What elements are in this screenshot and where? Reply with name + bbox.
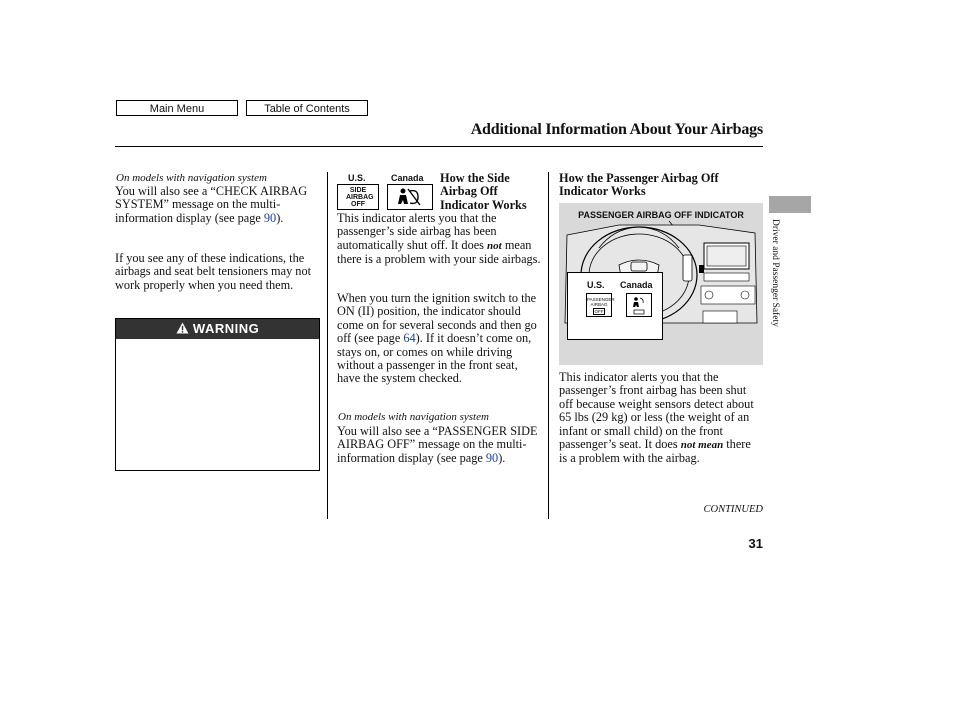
col2-para2-tail: ). If it doesn’t come on, stays on, or comes on while driving without a passenger in the front seat, have the system checked. xyxy=(337,331,532,386)
passenger-airbag-off-canada-icon xyxy=(626,293,652,317)
label-us-side: U.S. xyxy=(348,173,366,183)
side-airbag-off-canada-icon xyxy=(387,184,433,210)
col2-para1 xyxy=(337,212,542,267)
dashboard-figure xyxy=(559,203,763,365)
indicator-inset xyxy=(567,272,663,340)
col2-para2 xyxy=(337,292,542,386)
page-link-64[interactable]: 64 xyxy=(403,331,416,346)
col1-para1-tail: ). xyxy=(276,210,284,225)
label-canada-passenger: Canada xyxy=(620,280,653,290)
col1-para1 xyxy=(115,185,320,225)
column-divider-2 xyxy=(548,172,549,519)
passenger-icon-line-1: PASSENGER xyxy=(587,297,615,302)
page-link-90[interactable]: 90 xyxy=(263,210,277,225)
page-link-90-b[interactable]: 90 xyxy=(485,450,499,465)
warning-triangle-icon xyxy=(176,322,189,334)
col1-para2: If you see any of these indications, the airbags and seat belt tensioners may not work properly when you need them. xyxy=(115,251,312,292)
side-icon-line-1: SIDE xyxy=(349,187,367,194)
passenger-airbag-off-us-icon xyxy=(586,293,615,317)
col2-para3-tail: ). xyxy=(498,450,506,465)
section-side-label-text: Driver and Passenger Safety xyxy=(770,219,780,327)
main-menu-button[interactable]: Main Menu xyxy=(116,100,238,116)
title-rule xyxy=(115,146,763,147)
nav-system-note-2: On models with navigation system xyxy=(338,411,489,423)
column-divider-1 xyxy=(327,172,328,519)
passenger-icon-line-2: AIRBAG xyxy=(590,302,608,307)
nav-system-note-1: On models with navigation system xyxy=(116,172,267,184)
col2-para2-text: When you turn the ignition switch to the ON (II) position, the indicator should come on for several seconds and then go off (see page xyxy=(337,291,537,346)
continued-label: CONTINUED xyxy=(703,504,763,515)
warning-box xyxy=(115,318,320,471)
side-icon-line-3: OFF xyxy=(351,201,365,208)
passenger-icon-line-3: OFF xyxy=(594,309,604,314)
page-number: 31 xyxy=(748,536,763,551)
col3-para1 xyxy=(559,371,759,466)
col2-para3 xyxy=(337,425,544,465)
col2-para1-emphasis: not xyxy=(487,239,502,252)
label-us-passenger: U.S. xyxy=(587,280,605,290)
label-canada-side: Canada xyxy=(391,173,424,183)
page-title: Additional Information About Your Airbags xyxy=(470,121,763,138)
col1-para1-text: You will also see a “CHECK AIRBAG SYSTEM” message on the multi-information display (see page xyxy=(115,184,308,225)
side-airbag-heading: How the Side Airbag Off Indicator Works xyxy=(440,171,527,212)
col3-para1-tail: there is a problem with the airbag. xyxy=(559,437,751,466)
warning-header xyxy=(116,319,319,339)
passenger-airbag-heading: How the Passenger Airbag Off Indicator Works xyxy=(559,171,719,199)
col3-para1-text: This indicator alerts you that the passenger’s front airbag has been shut off because weight sensors detect about 65 lbs (29 kg) or less (the weight of an infant or small child) on the front passenger’s seat. It does xyxy=(559,370,754,452)
side-airbag-off-us-icon xyxy=(337,184,379,210)
side-icon-line-2: AIRBAG xyxy=(346,194,374,201)
figure-caption: PASSENGER AIRBAG OFF INDICATOR xyxy=(578,210,744,220)
warning-label: WARNING xyxy=(192,321,260,336)
section-side-tab[interactable] xyxy=(769,196,811,213)
table-of-contents-button[interactable]: Table of Contents xyxy=(246,100,368,116)
col2-para3-text: You will also see a “PASSENGER SIDE AIRBAG OFF” message on the multi-information display (see page xyxy=(337,424,538,465)
section-side-label xyxy=(768,219,782,369)
col2-para1-text: This indicator alerts you that the passenger’s side airbag has been automatically shut off. It does xyxy=(337,211,497,252)
col2-para1-tail: mean there is a problem with your side airbags. xyxy=(337,237,541,267)
col3-para1-emphasis: not mean xyxy=(680,439,724,452)
